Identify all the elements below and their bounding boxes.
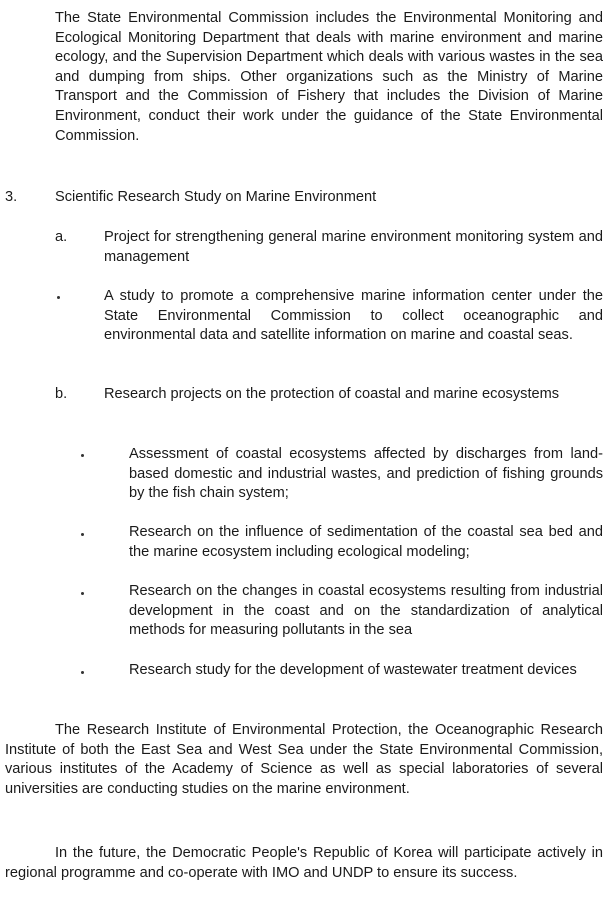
bullet-dot [81, 454, 84, 457]
future-paragraph: In the future, the Democratic People's Republic of Korea will participate actively in regional programme and co-operate with IMO and UNDP to ensure its success. [5, 845, 603, 881]
bullet-dot [57, 296, 60, 299]
item-b-bullet: Research on the influence of sedimentation of the coastal sea bed and the marine ecosystem including ecological modeling; [129, 524, 603, 560]
item-a-text: Project for strengthening general marine environment monitoring system and management [104, 229, 603, 265]
section-title: Scientific Research Study on Marine Environment [55, 189, 377, 205]
item-b-marker: b. [55, 386, 68, 402]
section-number: 3. [5, 189, 18, 205]
item-b-bullet: Research on the changes in coastal ecosystems resulting from industrial development in the coast and on the standardization of analytical methods for measuring pollutants in the sea [129, 583, 603, 639]
bullet-dot [81, 671, 84, 674]
item-a-marker: a. [55, 229, 68, 245]
item-b-text: Research projects on the protection of coastal and marine ecosystems [104, 386, 560, 402]
item-b-bullet: Research study for the development of wastewater treatment devices [129, 662, 577, 678]
institutes-paragraph: The Research Institute of Environmental Protection, the Oceanographic Research Institute of both the East Sea and West Sea under the State Environmental Commission, various institutes of the Academy of Science as well as special laboratories of several universities are conducting studies on the marine environment. [5, 722, 603, 797]
item-a-bullet: A study to promote a comprehensive marine information center under the State Environmental Commission to collect oceanographic and environmental data and satellite information on marine and coastal seas. [104, 288, 603, 344]
intro-paragraph: The State Environmental Commission includes the Environmental Monitoring and Ecological Monitoring Department that deals with marine environment and marine ecology, and the Supervision Department which deals with various wastes in the sea and dumping from ships. Other organizations such as the Ministry of Marine Transport and the Commission of Fishery that includes the Division of Marine Environment, conduct their work under the guidance of the State Environmental Commission. [55, 10, 603, 144]
bullet-dot [81, 533, 84, 536]
bullet-dot [81, 592, 84, 595]
item-b-bullet: Assessment of coastal ecosystems affected by discharges from land-based domestic and industrial wastes, and prediction of fishing grounds by the fish chain system; [129, 446, 603, 502]
